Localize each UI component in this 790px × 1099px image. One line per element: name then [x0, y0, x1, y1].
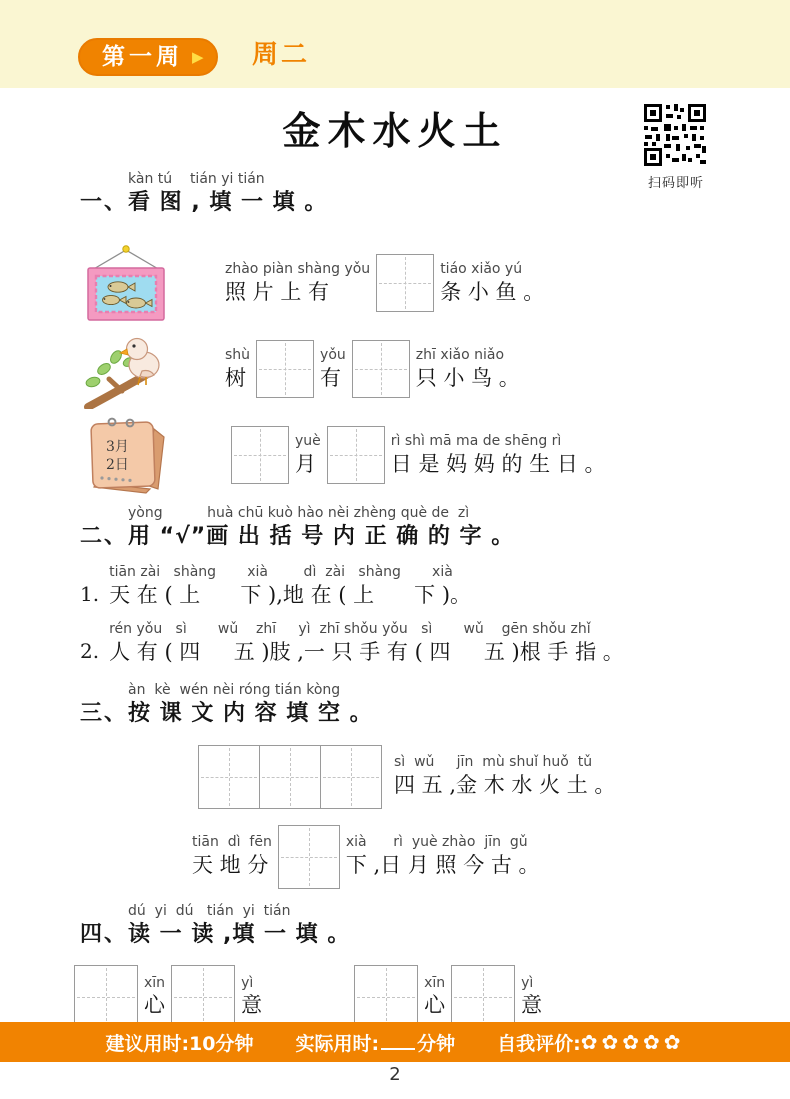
answer-seg [320, 347, 346, 392]
pinyin-label: kàn tú tián yi tián [128, 171, 265, 187]
writing-box[interactable] [74, 965, 138, 1029]
section1-row-fish [80, 243, 720, 323]
hanzi-text: 天 在 ( 上 下 ),地 在 ( 上 下 )。 [109, 582, 472, 607]
section3-heading [80, 682, 720, 728]
pinyin-label: tiān zài shàng xià dì zài shàng xià [109, 563, 453, 580]
answer-seg [295, 433, 321, 478]
calendar-day: 2日 [106, 457, 129, 474]
item-number: 2. [80, 639, 100, 664]
hanzi-text: 意 [521, 993, 543, 1018]
qr-block [642, 102, 710, 191]
qr-code-icon [642, 102, 708, 168]
answer-seg [144, 975, 165, 1020]
section3-line1 [198, 745, 720, 809]
page-number: 2 [389, 1064, 401, 1085]
hanzi-text: 人 有 ( 四 五 )肢 ,一 只 手 有 ( 四 五 )根 手 指 。 [109, 639, 624, 664]
section4-heading [80, 903, 720, 949]
fish-photo-icon [80, 243, 172, 323]
section1-number: 一、 [80, 189, 129, 215]
answer-seg [416, 347, 520, 392]
answer-seg [225, 347, 250, 392]
answer-seg [109, 621, 624, 666]
pinyin-label: xīn [144, 974, 166, 991]
pinyin-label: yuè [295, 432, 321, 449]
writing-box[interactable] [259, 745, 321, 809]
section3-heading-seg [128, 682, 373, 728]
writing-box[interactable] [256, 340, 314, 398]
pinyin-label: yì [241, 974, 254, 991]
hanzi-text: 有 [320, 365, 342, 390]
writing-box[interactable] [451, 965, 515, 1029]
section1-heading [80, 171, 720, 217]
hanzi-text: 照 片 上 有 [225, 279, 330, 304]
hanzi-text: 天 地 分 [192, 852, 269, 877]
answer-seg [424, 975, 445, 1020]
writing-box-grid [198, 745, 382, 809]
section3-line2 [192, 825, 720, 889]
writing-box[interactable] [376, 254, 434, 312]
hanzi-text: 按 课 文 内 容 填 空 。 [128, 701, 373, 727]
flower-rating-icons: ✿✿✿✿✿ [580, 1030, 685, 1054]
week-badge-label: 第一周 [102, 43, 183, 70]
answer-seg [521, 975, 542, 1020]
suggested-time: 建议用时:10分钟 [105, 1032, 254, 1055]
answer-seg [346, 834, 540, 879]
section2-item1 [80, 564, 720, 609]
page-title: 金木水火土 [282, 108, 508, 153]
pinyin-label: yì [521, 974, 534, 991]
hanzi-text: 日 是 妈 妈 的 生 日 。 [390, 451, 606, 476]
calendar-icon [80, 413, 176, 497]
section4-row [68, 965, 720, 1029]
section1-row-calendar [80, 413, 720, 497]
writing-box[interactable] [231, 426, 289, 484]
pinyin-label: dú yi dú tián yi tián [128, 902, 291, 919]
bird-on-branch-icon [80, 329, 172, 409]
pinyin-label: àn kè wén nèi róng tián kòng [128, 682, 341, 699]
answer-seg [109, 564, 471, 609]
section2-heading-seg [128, 505, 514, 551]
hanzi-text: 读 一 读 ,填 一 填 。 [128, 921, 351, 947]
bird-illustration [80, 329, 225, 409]
answer-seg [440, 261, 544, 306]
hanzi-text: 只 小 鸟 。 [415, 365, 520, 390]
answer-seg [394, 754, 615, 799]
top-band [0, 0, 790, 88]
hanzi-text: 意 [241, 993, 263, 1018]
section3-number: 三、 [80, 701, 129, 727]
pinyin-label: zhī xiǎo niǎo [415, 346, 505, 363]
day-label: 周二 [252, 40, 311, 70]
pinyin-label: sì wǔ jīn mù shuǐ huǒ tǔ [394, 754, 593, 771]
section2-number: 二、 [80, 524, 129, 550]
section2-item2 [80, 621, 720, 666]
hanzi-text: 下 ,日 月 照 今 古 。 [345, 852, 540, 877]
footer-bar [0, 1022, 790, 1062]
actual-time-prefix: 实际用时: [295, 1032, 380, 1055]
actual-time-blank[interactable] [381, 1034, 415, 1050]
writing-box[interactable] [354, 965, 418, 1029]
self-eval-label: 自我评价: [497, 1032, 581, 1055]
pinyin-label: tiáo xiǎo yú [440, 260, 523, 277]
pinyin-label: xià rì yuè zhào jīn gǔ [345, 834, 528, 851]
answer-seg [241, 975, 262, 1020]
pinyin-label: zhào piàn shàng yǒu [225, 260, 371, 277]
writing-box[interactable] [320, 745, 382, 809]
writing-box[interactable] [198, 745, 260, 809]
hanzi-text: 月 [295, 451, 316, 476]
fish-photo-illustration [80, 243, 225, 323]
calendar-month: 3月 [106, 439, 129, 456]
pinyin-label: shù [225, 346, 251, 363]
pinyin-label: rén yǒu sì wǔ zhī yì zhī shǒu yǒu sì wǔ gēn shǒu zhǐ [109, 621, 591, 638]
writing-box[interactable] [278, 825, 340, 889]
writing-box[interactable] [171, 965, 235, 1029]
section4-heading-seg [128, 903, 350, 949]
pinyin-label: rì shì mā ma de shēng rì [390, 432, 562, 449]
answer-seg [192, 834, 272, 879]
writing-box[interactable] [352, 340, 410, 398]
hanzi-text: 心 [144, 993, 165, 1018]
arrow-right-icon: ▶ [192, 47, 204, 66]
writing-box[interactable] [327, 426, 385, 484]
section1-heading-seg [128, 171, 327, 217]
hanzi-text: 条 小 鱼 。 [440, 279, 545, 304]
qr-caption: 扫码即听 [647, 176, 704, 191]
item-number: 1. [80, 582, 100, 607]
hanzi-text: 心 [424, 993, 446, 1018]
actual-time [296, 1029, 456, 1056]
week-badge [78, 38, 218, 76]
section4-number: 四、 [80, 921, 129, 947]
worksheet-body [0, 171, 790, 1029]
pinyin-label: xīn [424, 974, 446, 991]
actual-time-suffix: 分钟 [417, 1032, 456, 1055]
hanzi-text: 看 图 , 填 一 填 。 [128, 189, 328, 215]
answer-seg [225, 261, 370, 306]
hanzi-text: 四 五 ,金 木 水 火 土 。 [394, 772, 616, 797]
pinyin-label: yǒu [320, 346, 346, 363]
calendar-illustration [80, 413, 225, 497]
section2-heading [80, 505, 720, 551]
pinyin-label: tiān dì fēn [192, 834, 272, 851]
pinyin-label: yòng huà chū kuò hào nèi zhèng què de zì [128, 505, 470, 522]
section1-row-bird [80, 329, 720, 409]
answer-seg [391, 433, 606, 478]
self-eval [497, 1029, 684, 1056]
hanzi-text: 用 “√”画 出 括 号 内 正 确 的 字 。 [128, 524, 515, 550]
hanzi-text: 树 [225, 365, 246, 390]
